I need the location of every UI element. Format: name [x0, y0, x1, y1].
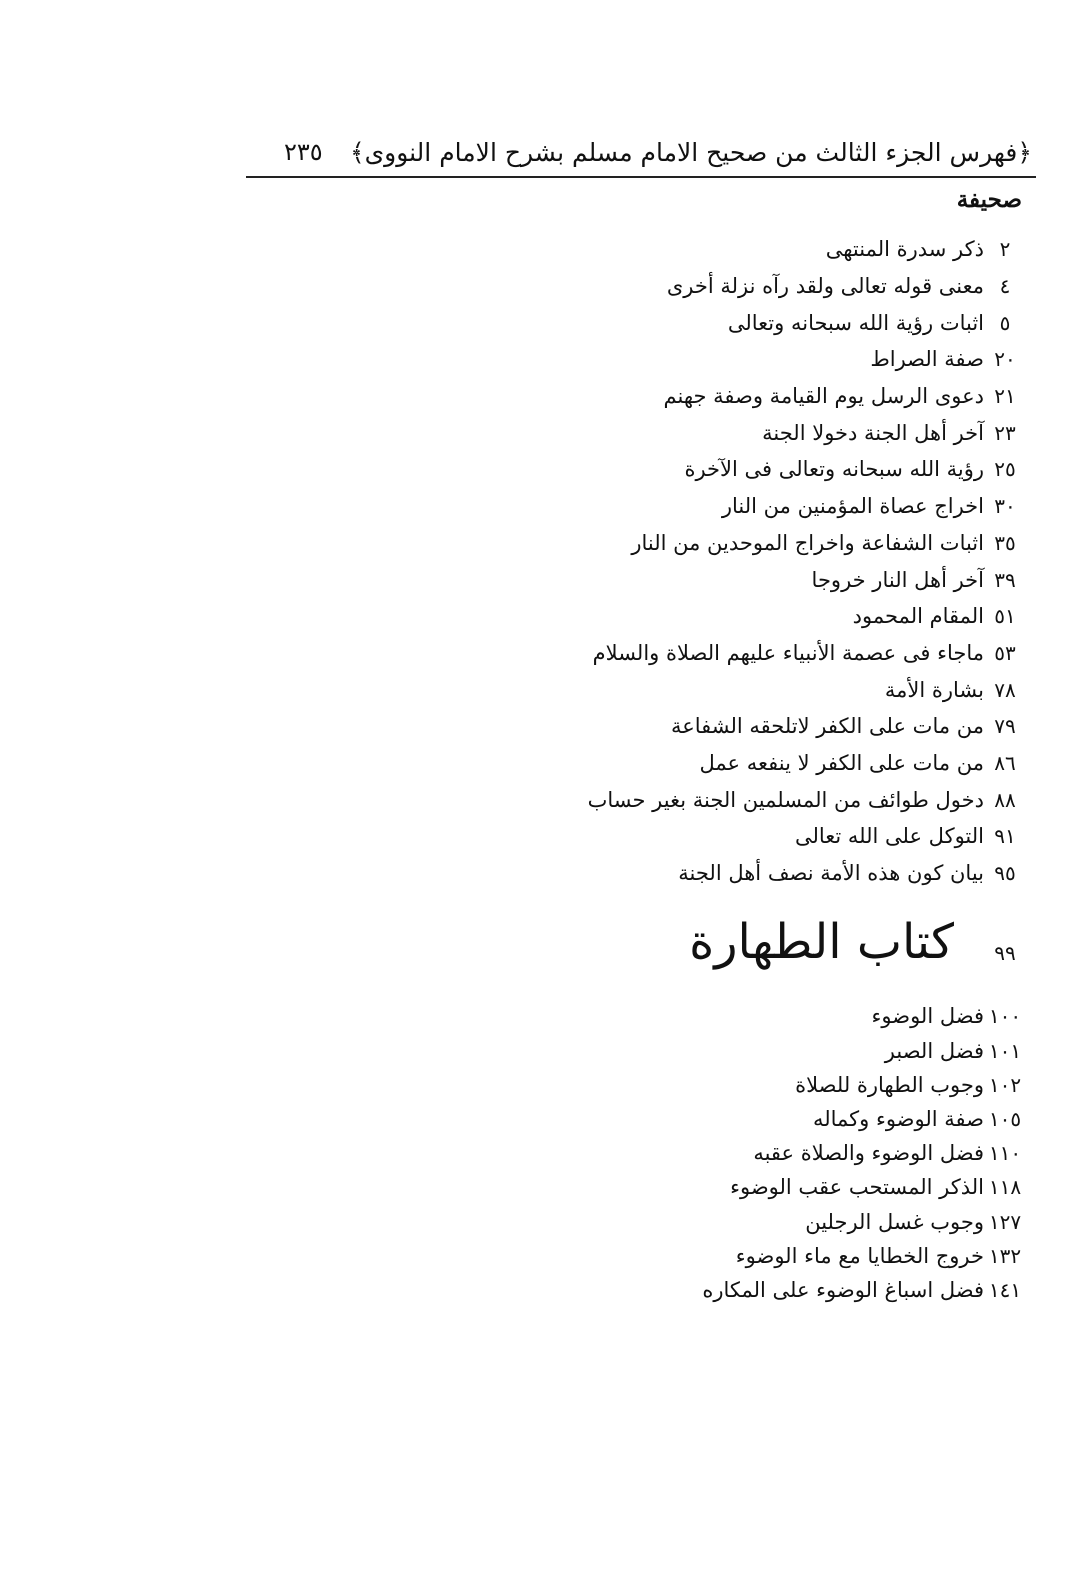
toc-entry-title: فضل الوضوء والصلاة عقبه: [753, 1141, 984, 1166]
toc-entry-page-number: ٢٣: [994, 420, 1016, 445]
toc-entry: [506, 598, 1026, 635]
toc-entry-page-number: ٢١: [994, 384, 1016, 409]
toc-entry-page-number: ٢٠: [994, 347, 1016, 372]
toc-entry-title: صفة الصراط: [870, 347, 984, 372]
toc-entry: [506, 781, 1026, 818]
toc-entry-page-number: ٣٩: [994, 567, 1016, 592]
column-label: صحيفة: [956, 186, 1022, 213]
toc-entry-title: فضل الوضوء: [871, 1004, 984, 1029]
toc-entry-page-number: ٢٥: [994, 457, 1016, 482]
toc-entry-page-number: ١٤١: [988, 1277, 1022, 1302]
toc-entry-title: معنى قوله تعالى ولقد رآه نزلة أخرى: [666, 274, 984, 299]
toc-entry: [506, 231, 1026, 268]
toc-entry: [506, 268, 1026, 305]
toc-entry-title: دخول طوائف من المسلمين الجنة بغير حساب: [587, 787, 984, 812]
toc-entry-title: ماجاء فى عصمة الأنبياء عليهم الصلاة والسلام: [592, 640, 984, 665]
toc-entry-title: آخر أهل الجنة دخولا الجنة: [762, 420, 984, 445]
toc-entry: [506, 1136, 1026, 1170]
toc-entry-page-number: ١٢٧: [988, 1209, 1022, 1234]
toc-entry-title: من مات على الكفر لا ينفعه عمل: [699, 750, 984, 775]
toc-entry-page-number: ٢: [999, 237, 1011, 262]
toc-entry-title: التوكل على الله تعالى: [794, 824, 984, 849]
toc-entry-page-number: ٧٩: [994, 714, 1016, 739]
toc-entry-page-number: ٣٥: [994, 530, 1016, 555]
toc-entry: [506, 671, 1026, 708]
toc-entry: [506, 525, 1026, 562]
toc-entry-title: من مات على الكفر لاتلحقه الشفاعة: [670, 714, 984, 739]
toc-entry: [506, 1102, 1026, 1136]
toc-entry: [506, 1239, 1026, 1273]
toc-entry-page-number: ٣٠: [994, 494, 1016, 519]
toc-entry: [506, 1034, 1026, 1068]
toc-entry-title: رؤية الله سبحانه وتعالى فى الآخرة: [684, 457, 984, 482]
toc-entry-page-number: ١٠٢: [988, 1072, 1022, 1097]
toc-entry: [506, 855, 1026, 892]
toc-entry-title: خروج الخطايا مع ماء الوضوء: [735, 1243, 984, 1268]
toc-entry-title: فضل اسباغ الوضوء على المكاره: [702, 1277, 984, 1302]
header-page-number: ٢٣٥: [284, 138, 323, 166]
running-header: [248, 128, 1032, 176]
toc-entry-page-number: ١٠٠: [988, 1004, 1022, 1029]
toc-entry-title: فضل الصبر: [884, 1038, 984, 1063]
toc-entry-page-number: ٧٨: [994, 677, 1016, 702]
toc-entry: [506, 304, 1026, 341]
toc-group-after-section: [506, 993, 1026, 1307]
toc-entry: [506, 451, 1026, 488]
toc-entry-page-number: ١٠١: [988, 1038, 1022, 1063]
toc-entry-page-number: ٨٦: [994, 750, 1016, 775]
toc-entry-page-number: ١٠٥: [988, 1107, 1022, 1132]
toc-entry-title: بشارة الأمة: [884, 677, 984, 702]
toc-entry: [506, 1273, 1026, 1307]
section-page-number: ٩٩: [994, 941, 1016, 966]
toc-entry: [506, 818, 1026, 855]
toc-entry: [506, 341, 1026, 378]
toc-entry-page-number: ٤: [999, 274, 1011, 299]
toc-entry-title: بيان كون هذه الأمة نصف أهل الجنة: [678, 861, 984, 886]
toc-entry-page-number: ٩٥: [994, 861, 1016, 886]
toc-entry: [506, 1205, 1026, 1239]
toc-entry-title: الذكر المستحب عقب الوضوء: [730, 1175, 984, 1200]
toc-entry-title: صفة الوضوء وكماله: [812, 1107, 984, 1132]
header-title: ﴿فهرس الجزء الثالث من صحيح الامام مسلم بشرح الامام النووى﴾: [349, 137, 1032, 167]
toc-entry: [506, 414, 1026, 451]
toc-entry: [506, 488, 1026, 525]
toc-entry: [506, 635, 1026, 672]
toc-entry: [506, 745, 1026, 782]
toc-entry-page-number: ١١٠: [988, 1141, 1022, 1166]
toc-entry-title: آخر أهل النار خروجا: [811, 567, 984, 592]
toc-entry: [506, 708, 1026, 745]
toc-entry: [506, 1068, 1026, 1102]
toc-entry-title: اثبات الشفاعة واخراج الموحدين من النار: [631, 530, 984, 555]
toc-group-before-section: [506, 231, 1026, 891]
toc-entry-title: اثبات رؤية الله سبحانه وتعالى: [727, 310, 984, 335]
toc-entry-title: دعوى الرسل يوم القيامة وصفة جهنم: [663, 384, 984, 409]
header-rule: [246, 176, 1036, 178]
toc-entry: [506, 378, 1026, 415]
toc-entry-page-number: ٩١: [994, 824, 1016, 849]
toc-entry-page-number: ٥٣: [994, 640, 1016, 665]
toc-entry-page-number: ١٣٢: [988, 1243, 1022, 1268]
section-heading-row: [506, 891, 1026, 993]
toc-entry-title: المقام المحمود: [852, 604, 984, 629]
toc-entry-page-number: ٨٨: [994, 787, 1016, 812]
toc-entry-page-number: ٥: [999, 310, 1011, 335]
toc-entry: [506, 561, 1026, 598]
section-title: كتاب الطهارة: [689, 914, 954, 971]
toc-entry-title: اخراج عصاة المؤمنين من النار: [721, 494, 984, 519]
toc-entry-title: ذكر سدرة المنتهى: [825, 237, 984, 262]
toc-entry-title: وجوب غسل الرجلين: [805, 1209, 984, 1234]
toc-entry-title: وجوب الطهارة للصلاة: [795, 1072, 984, 1097]
toc-entry: [506, 1170, 1026, 1204]
table-of-contents: [506, 231, 1026, 1307]
toc-entry: [506, 999, 1026, 1033]
toc-entry-page-number: ١١٨: [988, 1175, 1022, 1200]
toc-entry-page-number: ٥١: [994, 604, 1016, 629]
